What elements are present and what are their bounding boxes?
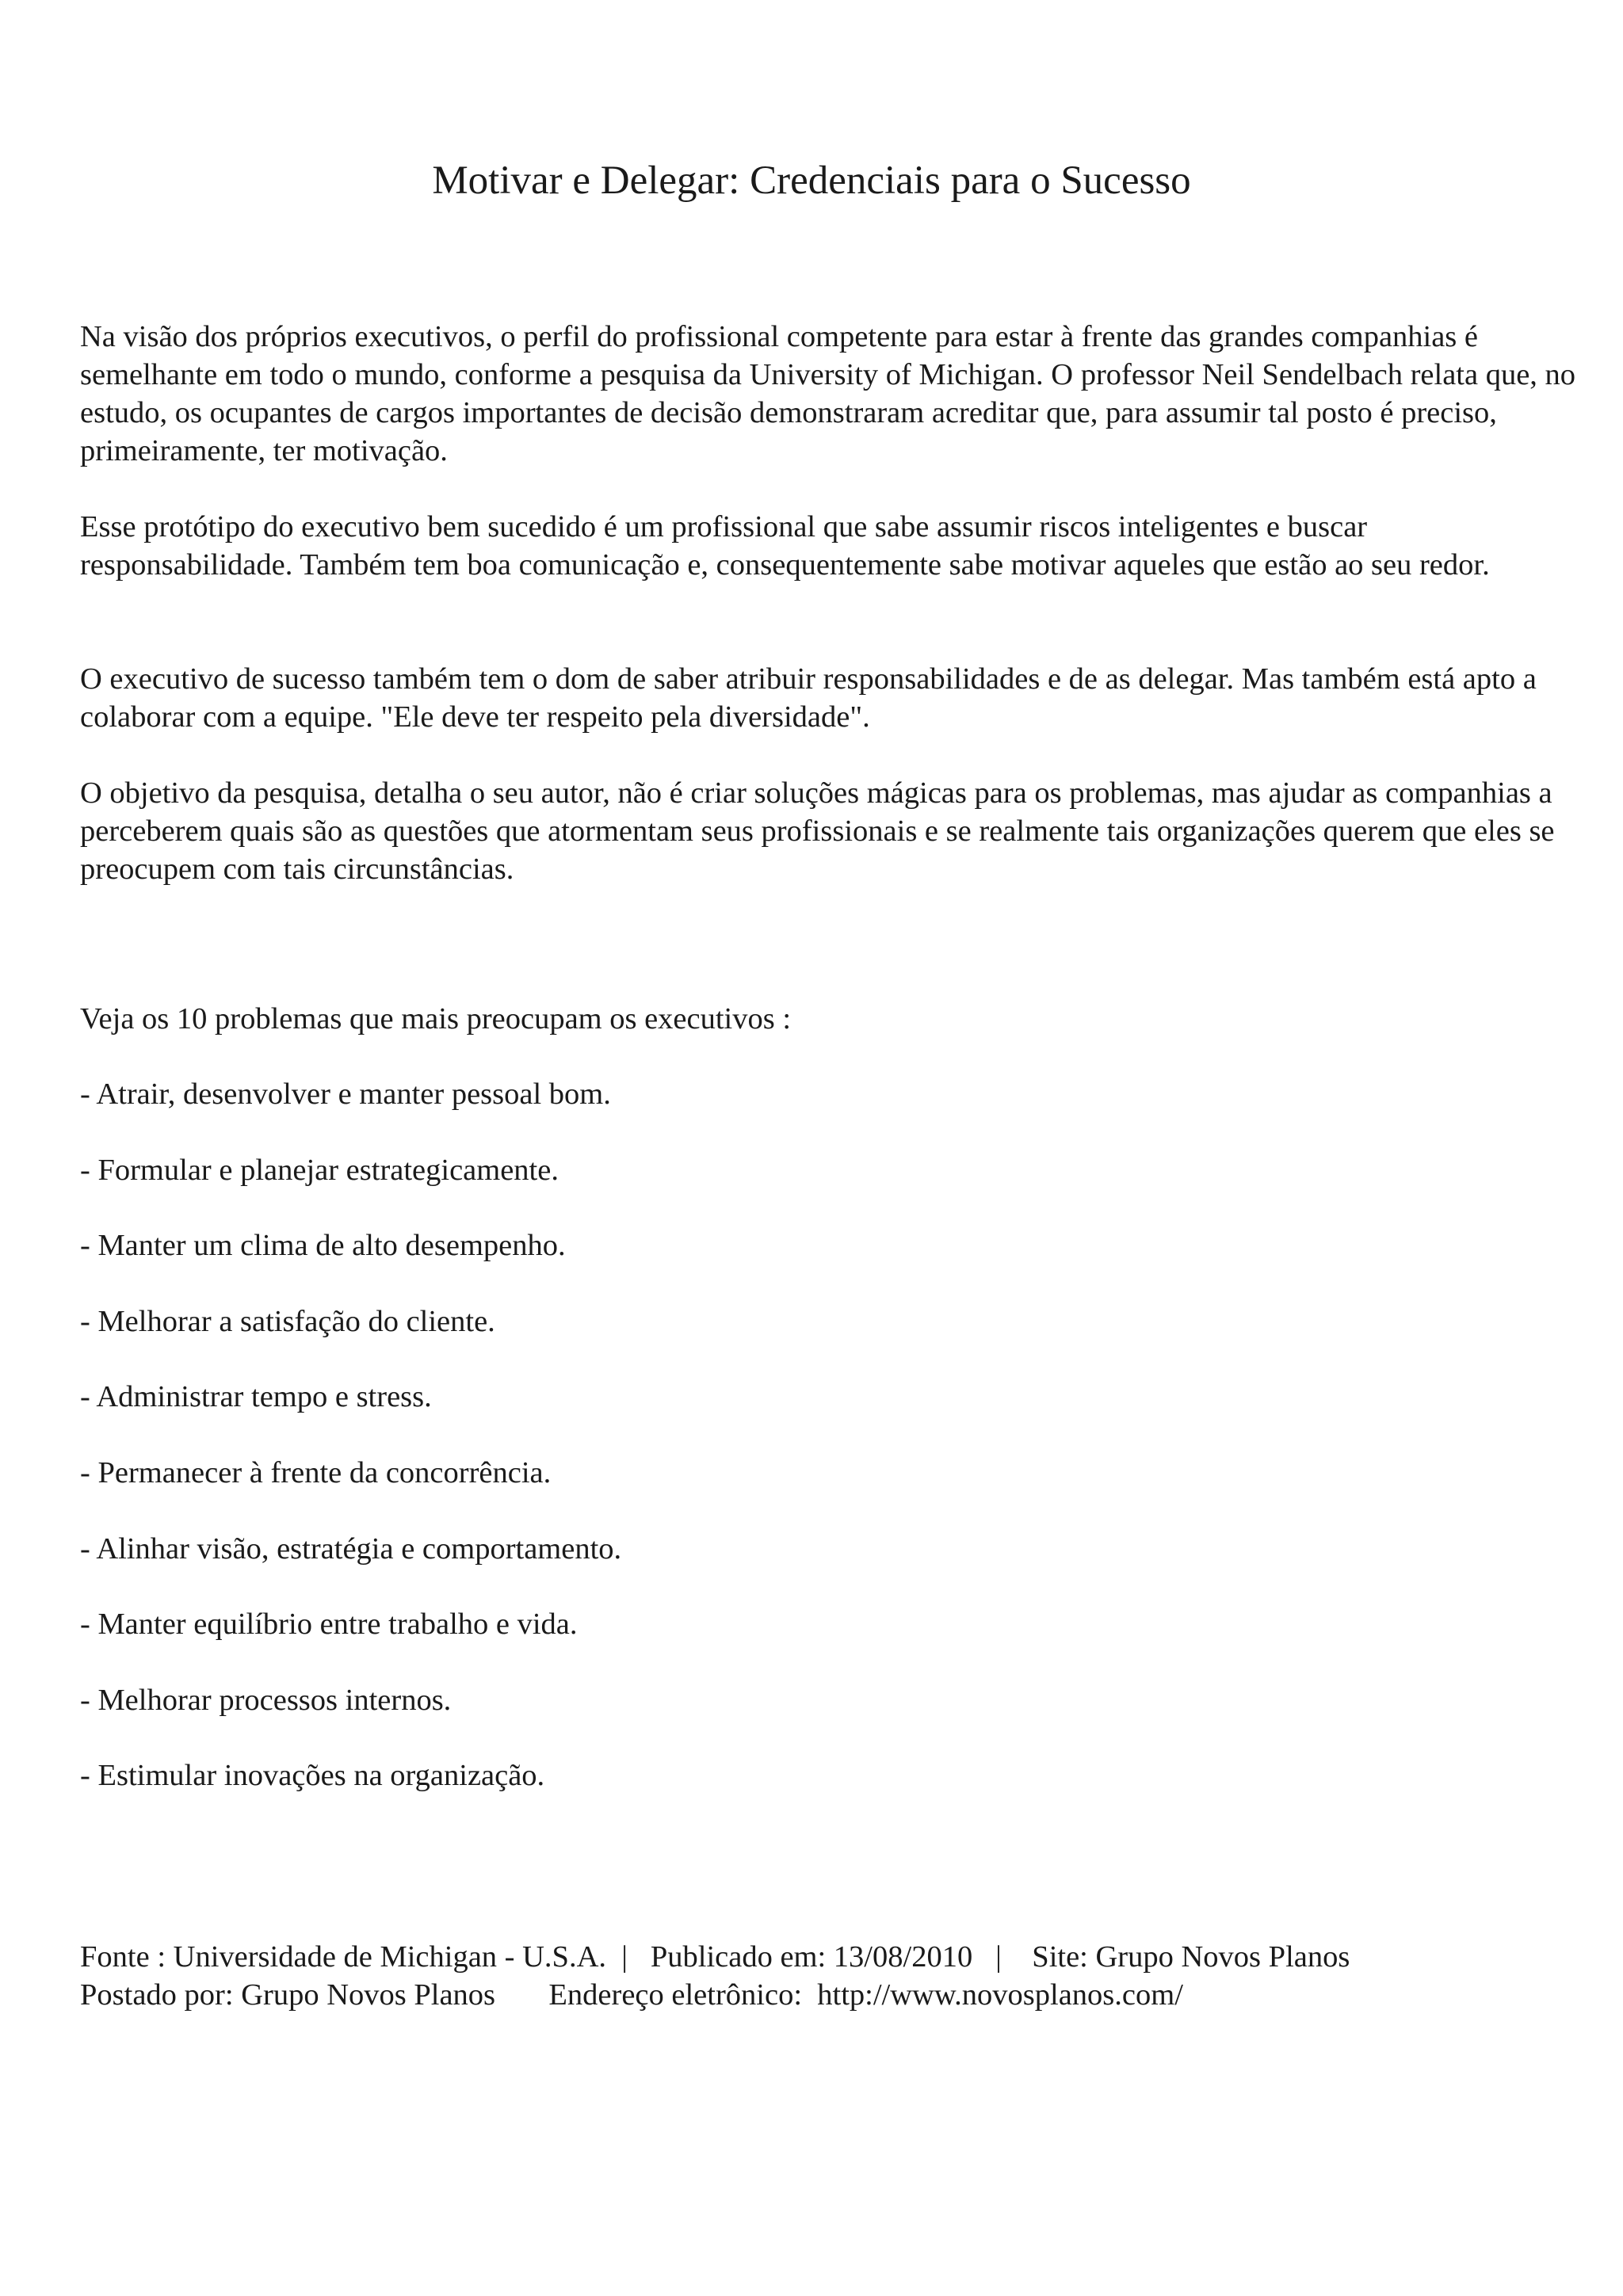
footer-source-line: Fonte : Universidade de Michigan - U.S.A. | Publicado em: 13/08/2010 | Site: Grupo Novos Planos — [80, 1940, 1350, 1974]
list-item: - Manter um clima de alto desempenho. — [80, 1229, 566, 1263]
list-item: - Melhorar processos internos. — [80, 1683, 452, 1717]
footer-posted-line: Postado por: Grupo Novos Planos Endereço eletrônico: http://www.novosplanos.com/ — [80, 1978, 1183, 2012]
paragraph-intro: Na visão dos próprios executivos, o perfil do profissional competente para estar à frente das grandes companhias é semelhante em todo o mundo, conforme a pesquisa da University of Michigan. O professor Neil Sendelbach relata que, no estudo, os ocupantes de cargos importantes de decisão demonstraram acreditar que, para assumir tal posto é preciso, primeiramente, ter motivação. — [80, 320, 1576, 467]
paragraph-delegation: O executivo de sucesso também tem o dom de saber atribuir responsabilidades e de as delegar. Mas também está apto a colaborar com a equipe. "Ele deve ter respeito pela diversidade". — [80, 662, 1537, 734]
list-item: - Formular e planejar estrategicamente. — [80, 1153, 559, 1187]
list-item: - Permanecer à frente da concorrência. — [80, 1455, 552, 1489]
list-item: - Manter equilíbrio entre trabalho e vida. — [80, 1608, 578, 1642]
list-item: - Administrar tempo e stress. — [80, 1380, 432, 1414]
paragraph-prototype: Esse protótipo do executivo bem sucedido é um profissional que sabe assumir riscos inteligentes e buscar responsabilidade. Também tem boa comunicação e, consequentemente sabe motivar aqueles que estão ao seu redor. — [80, 510, 1490, 582]
list-item: - Alinhar visão, estratégia e comportamento. — [80, 1531, 622, 1566]
list-item: - Melhorar a satisfação do cliente. — [80, 1304, 495, 1338]
list-item: - Atrair, desenvolver e manter pessoal bom. — [80, 1077, 611, 1111]
page-title: Motivar e Delegar: Credenciais para o Sucesso — [432, 158, 1191, 203]
list-intro: Veja os 10 problemas que mais preocupam os executivos : — [80, 1002, 792, 1035]
problem-list — [80, 1075, 621, 1833]
paragraph-objective: O objetivo da pesquisa, detalha o seu autor, não é criar soluções mágicas para os problemas, mas ajudar as companhias a perceberem quais são as questões que atormentam seus profissionais e se realmente tais organizações querem que eles se preocupem com tais circunstâncias. — [80, 776, 1555, 886]
list-item: - Estimular inovações na organização. — [80, 1759, 545, 1793]
